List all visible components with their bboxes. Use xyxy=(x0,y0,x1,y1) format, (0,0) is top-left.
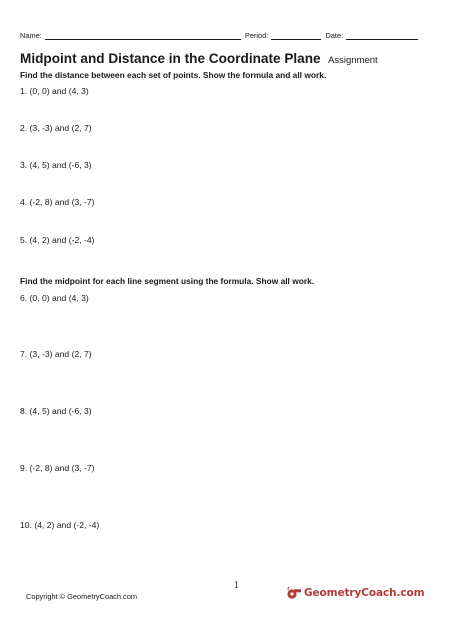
name-blank xyxy=(45,31,241,40)
geometrycoach-logo xyxy=(286,585,424,601)
problem-4: 4. (-2, 8) and (3, -7) xyxy=(20,197,95,207)
midpoint-instruction: Find the midpoint for each line segment using the formula. Show all work. xyxy=(20,276,315,286)
problem-7: 7. (3, -3) and (2, 7) xyxy=(20,349,92,359)
page-title: Midpoint and Distance in the Coordinate Plane xyxy=(20,51,321,66)
worksheet-title xyxy=(20,50,378,68)
period-label: Period: xyxy=(244,31,269,40)
page-subtitle: Assignment xyxy=(328,55,378,66)
problem-8: 8. (4, 5) and (-6, 3) xyxy=(20,406,92,416)
problem-6: 6. (0, 0) and (4, 3) xyxy=(20,293,89,303)
distance-instruction: Find the distance between each set of points. Show the formula and all work. xyxy=(20,70,327,80)
problem-2: 2. (3, -3) and (2, 7) xyxy=(20,123,92,133)
date-blank xyxy=(346,31,418,40)
logo-text: GeometryCoach.com xyxy=(304,587,425,599)
name-label: Name: xyxy=(20,31,42,40)
problem-3: 3. (4, 5) and (-6, 3) xyxy=(20,160,92,170)
period-blank xyxy=(271,31,321,40)
problem-10: 10. (4, 2) and (-2, -4) xyxy=(20,520,100,530)
date-label: Date: xyxy=(325,31,344,40)
whistle-icon xyxy=(286,586,304,600)
page-number: 1 xyxy=(234,580,239,591)
problem-5: 5. (4, 2) and (-2, -4) xyxy=(20,235,95,245)
problem-1: 1. (0, 0) and (4, 3) xyxy=(20,86,89,96)
problem-9: 9. (-2, 8) and (3, -7) xyxy=(20,463,95,473)
student-info-line xyxy=(20,31,420,40)
copyright-notice: Copyright © GeometryCoach.com xyxy=(26,592,138,601)
